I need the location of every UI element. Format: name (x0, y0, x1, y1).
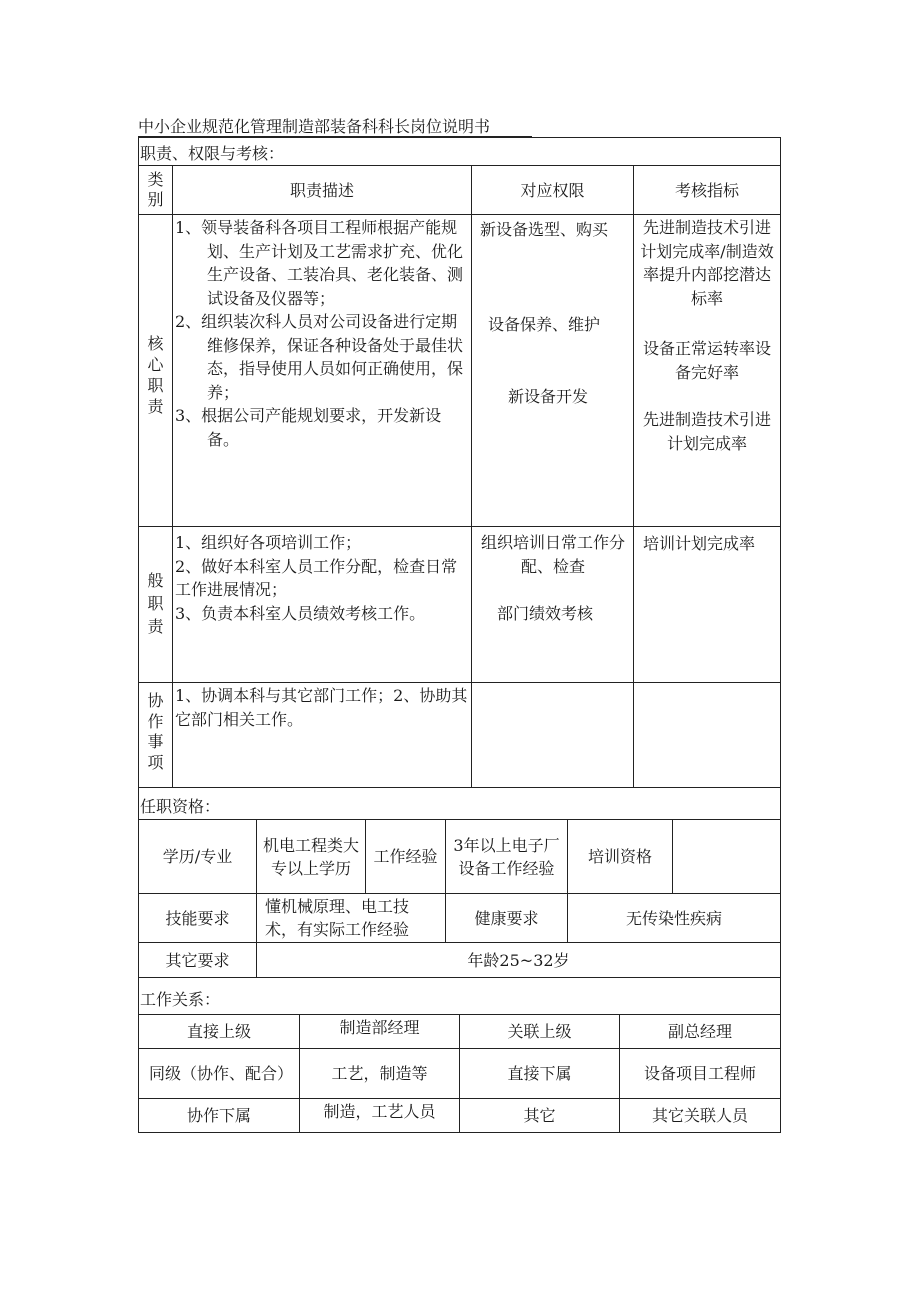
other-req-label: 其它要求 (165, 950, 230, 970)
general-duty-item: 1、组织好各项培训工作； (175, 533, 362, 552)
core-kpi: 先进制造技术引进计划完成率/制造效率提升内部挖潜达标率 (640, 218, 774, 308)
general-authority: 部门绩效考核 (497, 604, 594, 623)
other-req-value: 年龄25~32岁 (467, 950, 570, 970)
section-duties-label: 职责、权限与考核： (140, 144, 285, 163)
education-label: 学历/专业 (162, 847, 233, 866)
experience-value: 3年以上电子厂设备工作经验 (453, 835, 560, 878)
core-authority: 设备保养、维护 (488, 315, 601, 334)
general-duty-item: 3、负责本科室人员绩效考核工作。 (175, 603, 426, 623)
core-authority: 新设备开发 (508, 387, 589, 406)
direct-sub-label: 直接下属 (507, 1064, 572, 1083)
coop-label: 协作事项 (147, 691, 164, 772)
core-duty-item: 2、组织装次科人员对公司设备进行定期维修保养，保证各种设备处于最佳状态，指导使用人员如何正确使用，保养； (175, 312, 464, 402)
core-duties-label: 核心职责 (147, 334, 164, 416)
header-description: 职责描述 (289, 180, 354, 200)
skills-value: 懂机械原理、电工技术，有实际工作经验 (265, 897, 410, 939)
coop-sub-value: 制造，工艺人员 (323, 1101, 436, 1121)
peer-label: 同级（协作、配合） (149, 1064, 294, 1083)
core-kpi: 设备正常运转率设备完好率 (642, 339, 771, 382)
coop-sub-label: 协作下属 (186, 1106, 251, 1125)
header-authority: 对应权限 (520, 180, 585, 200)
general-kpi: 培训计划完成率 (643, 534, 756, 553)
related-superior-value: 副总经理 (667, 1022, 732, 1041)
other-rel-value: 其它关联人员 (651, 1106, 748, 1125)
document-title: 中小企业规范化管理制造部装备科科长岗位说明书 (138, 117, 491, 136)
core-authority: 新设备选型、购买 (480, 220, 609, 239)
core-kpi: 先进制造技术引进计划完成率 (642, 410, 771, 453)
direct-superior-value: 制造部经理 (339, 1017, 420, 1037)
training-value (673, 820, 780, 893)
general-authority: 组织培训日常工作分配、检查 (480, 533, 625, 576)
related-superior-label: 关联上级 (507, 1022, 572, 1041)
core-duties-list (175, 216, 469, 451)
coop-item: 1、协调本科与其它部门工作；2、协助其它部门相关工作。 (175, 686, 468, 729)
skills-label: 技能要求 (165, 908, 230, 928)
core-duty-item: 1、领导装备科各项目工程师根据产能规划、生产计划及工艺需求扩充、优化生产设备、工装冶具、老化装备、测试设备及仪器等； (175, 218, 464, 308)
education-value: 机电工程类大专以上学历 (262, 835, 359, 878)
health-label: 健康要求 (474, 908, 539, 928)
training-label: 培训资格 (587, 847, 652, 866)
general-duties-label: 般职责 (147, 571, 164, 636)
peer-value: 工艺，制造等 (331, 1064, 428, 1083)
header-category: 类别 (147, 170, 164, 209)
core-duty-item: 3、根据公司产能规划要求，开发新设备。 (175, 406, 442, 449)
general-duties-list (175, 531, 469, 625)
header-kpi: 考核指标 (674, 180, 739, 200)
section-qualifications-label: 任职资格： (140, 797, 221, 816)
direct-sub-value: 设备项目工程师 (643, 1064, 756, 1083)
direct-superior-label: 直接上级 (186, 1022, 251, 1041)
experience-label: 工作经验 (373, 847, 438, 866)
section-relations-label: 工作关系： (140, 990, 221, 1009)
health-value: 无传染性疾病 (625, 908, 722, 928)
general-duty-item: 2、做好本科室人员工作分配，检查日常工作进展情况； (175, 556, 458, 599)
other-rel-label: 其它 (523, 1106, 556, 1125)
